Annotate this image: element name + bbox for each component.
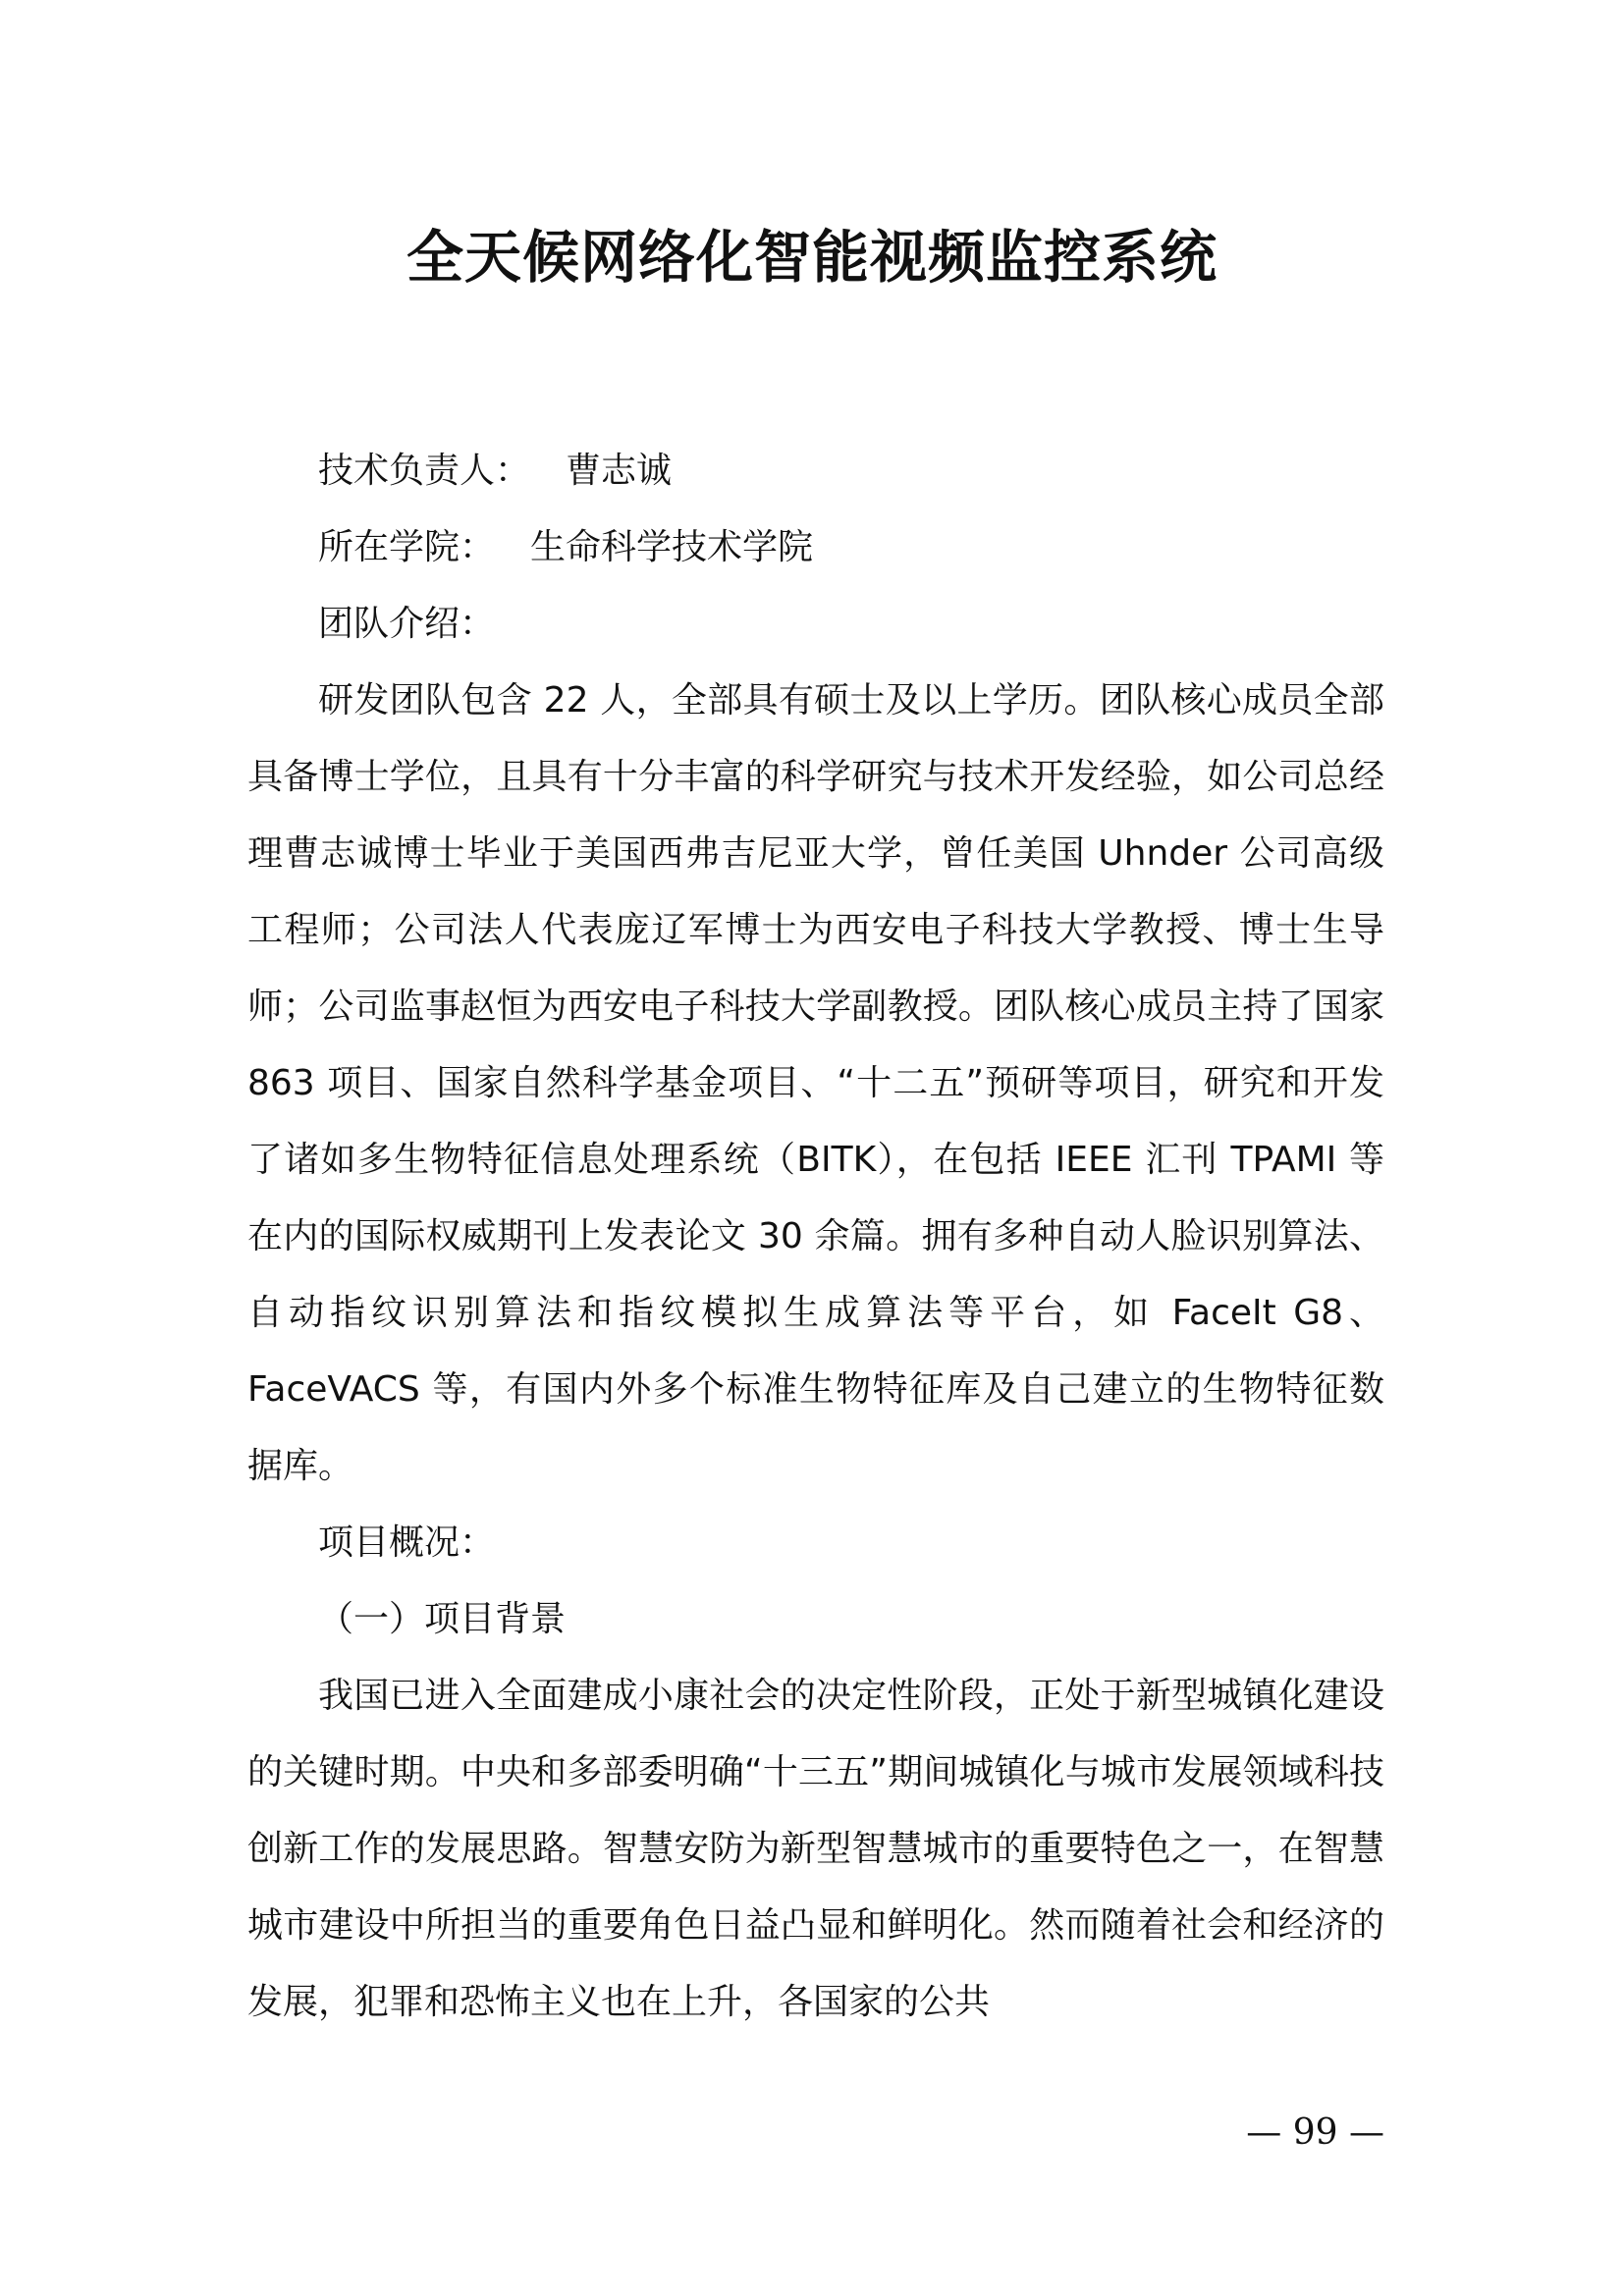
background-paragraph: 我国已进入全面建成小康社会的决定性阶段，正处于新型城镇化建设的关键时期。中央和多部委明确“十三五”期间城镇化与城市发展领域科技创新工作的发展思路。智慧安防为新型智慧城市的重要特色之一，在智慧城市建设中所担当的重要角色日益凸显和鲜明化。然而随着社会和经济的发展，犯罪和恐怖主义也在上升，各国家的公共 [247,1676,1384,2022]
college-line [247,509,1384,586]
tech-lead-label: 技术负责人： [318,451,531,491]
tech-lead-value: 曹志诚 [566,451,673,491]
document-title: 全天候网络化智能视频监控系统 [406,224,1218,291]
team-heading: 团队介绍： [318,604,496,644]
overview-heading: 项目概况： [318,1522,496,1563]
document-body [247,433,1384,2041]
page-number: — 99 — [1246,2112,1384,2153]
tech-lead-line [247,433,1384,509]
college-label: 所在学院： [318,527,496,567]
team-paragraph: 研发团队包含 22 人，全部具有硕士及以上学历。团队核心成员全部具备博士学位，且具有十分丰富的科学研究与技术开发经验，如公司总经理曹志诚博士毕业于美国西弗吉尼亚大学，曾任美国 Uhnder 公司高级工程师；公司法人代表庞辽军博士为西安电子科技大学教授、博士生导师；公司监事赵恒为西安电子科技大学副教授。团队核心成员主持了国家 863 项目、国家自然科学基金项目、“十二五”预研等项目，研究和开发了诸如多生物特征信息处理系统（BITK），在包括 IEEE 汇刊 TPAMI 等在内的国际权威期刊上发表论文 30 余篇。拥有多种自动人脸识别算法、自动指纹识别算法和指纹模拟生成算法等平台，如 FaceIt G8、FaceVACS 等，有国内外多个标准生物特征库及自己建立的生物特征数据库。 [247,680,1384,1486]
background-heading: （一）项目背景 [318,1599,567,1639]
college-value: 生命科学技术学院 [530,527,814,567]
